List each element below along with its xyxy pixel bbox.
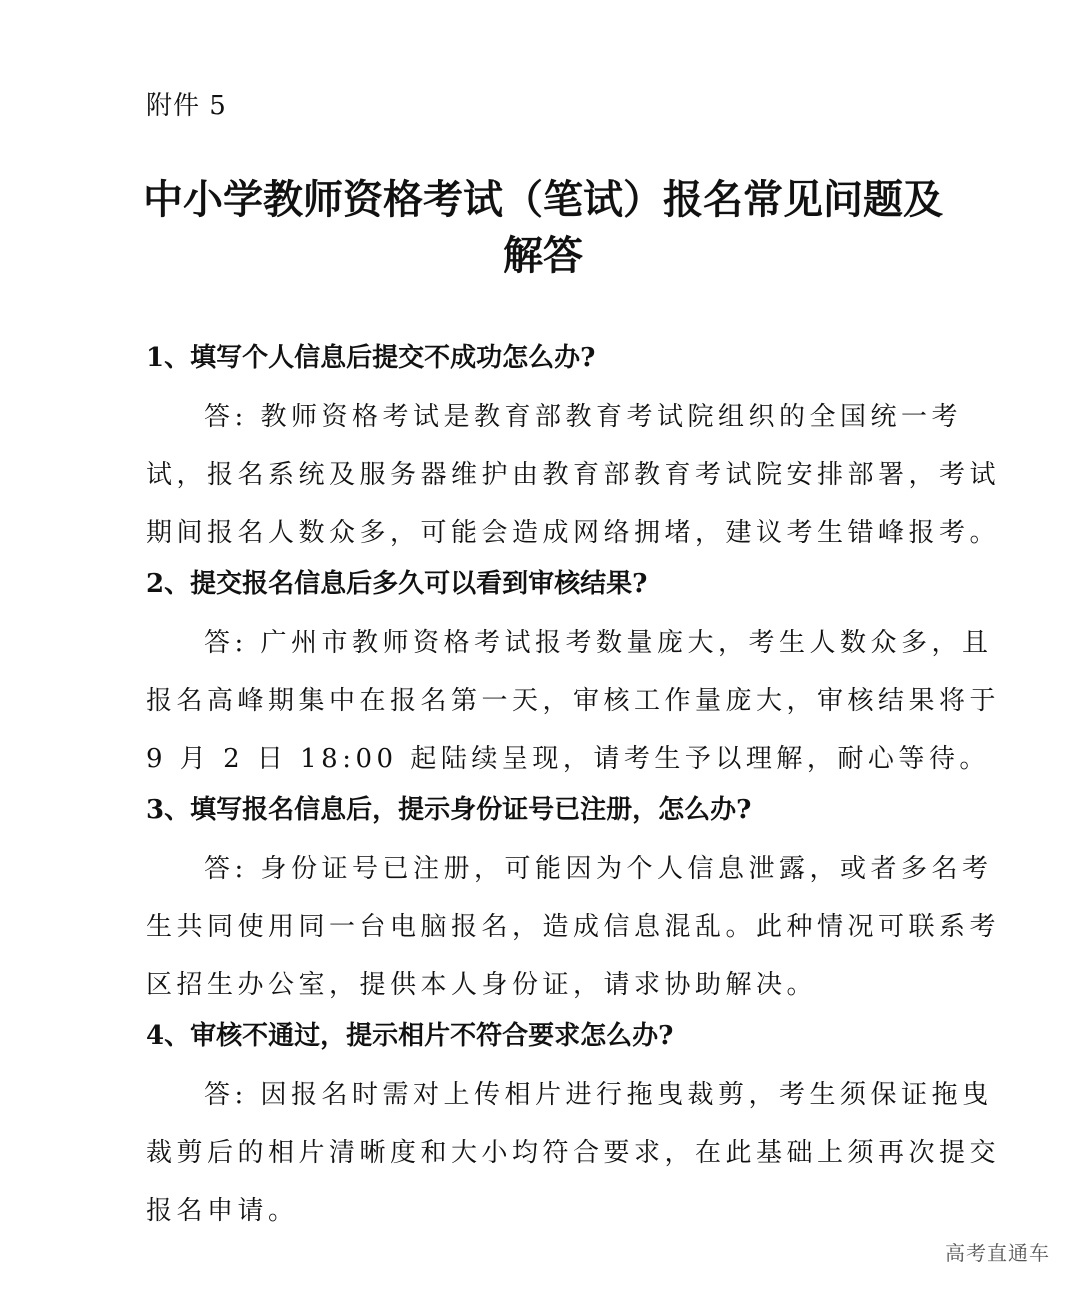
faq-question-2: 2、提交报名信息后多久可以看到审核结果? [146, 569, 648, 599]
answer-line: 裁剪后的相片清晰度和大小均符合要求，在此基础上须再次提交 [146, 1138, 1001, 1168]
answer-line: 试，报名系统及服务器维护由教育部教育考试院安排部署，考试 [146, 460, 1001, 490]
title-line-1: 中小学教师资格考试（笔试）报名常见问题及 [143, 176, 943, 223]
faq-item-3 [146, 786, 1001, 1014]
faq-question-1: 1、填写个人信息后提交不成功怎么办? [146, 343, 596, 373]
answer-line: 答: 身份证号已注册，可能因为个人信息泄露，或者多名考 [204, 854, 993, 884]
answer-line: 报名申请。 [146, 1196, 299, 1226]
answer-line: 答: 教师资格考试是教育部教育考试院组织的全国统一考 [204, 402, 963, 432]
answer-line: 答: 因报名时需对上传相片进行拖曳裁剪，考生须保证拖曳 [204, 1080, 993, 1110]
faq-question-4: 4、审核不通过，提示相片不符合要求怎么办? [146, 1021, 674, 1051]
answer-line: 报名高峰期集中在报名第一天，审核工作量庞大，审核结果将于 [146, 686, 1001, 716]
faq-answer-2 [146, 614, 1001, 788]
answer-line: 答: 广州市教师资格考试报考数量庞大，考生人数众多，且 [204, 628, 993, 658]
faq-item-2 [146, 560, 1001, 788]
faq-answer-3 [146, 840, 1001, 1014]
faq-question-3: 3、填写报名信息后，提示身份证号已注册，怎么办? [146, 795, 752, 825]
answer-line: 9 月 2 日 18:00 起陆续呈现，请考生予以理解，耐心等待。 [146, 744, 990, 774]
faq-answer-1 [146, 388, 1001, 562]
faq-answer-4 [146, 1066, 1001, 1240]
answer-line: 期间报名人数众多，可能会造成网络拥堵，建议考生错峰报考。 [146, 518, 1001, 548]
title-line-2: 解答 [503, 232, 583, 279]
faq-item-4 [146, 1012, 1001, 1240]
faq-item-1 [146, 334, 1001, 562]
attachment-label: 附件 5 [146, 91, 227, 121]
answer-line: 生共同使用同一台电脑报名，造成信息混乱。此种情况可联系考 [146, 912, 1001, 942]
document-title [140, 172, 946, 284]
watermark-text: 高考直通车 [945, 1241, 1050, 1265]
answer-line: 区招生办公室，提供本人身份证，请求协助解决。 [146, 970, 818, 1000]
